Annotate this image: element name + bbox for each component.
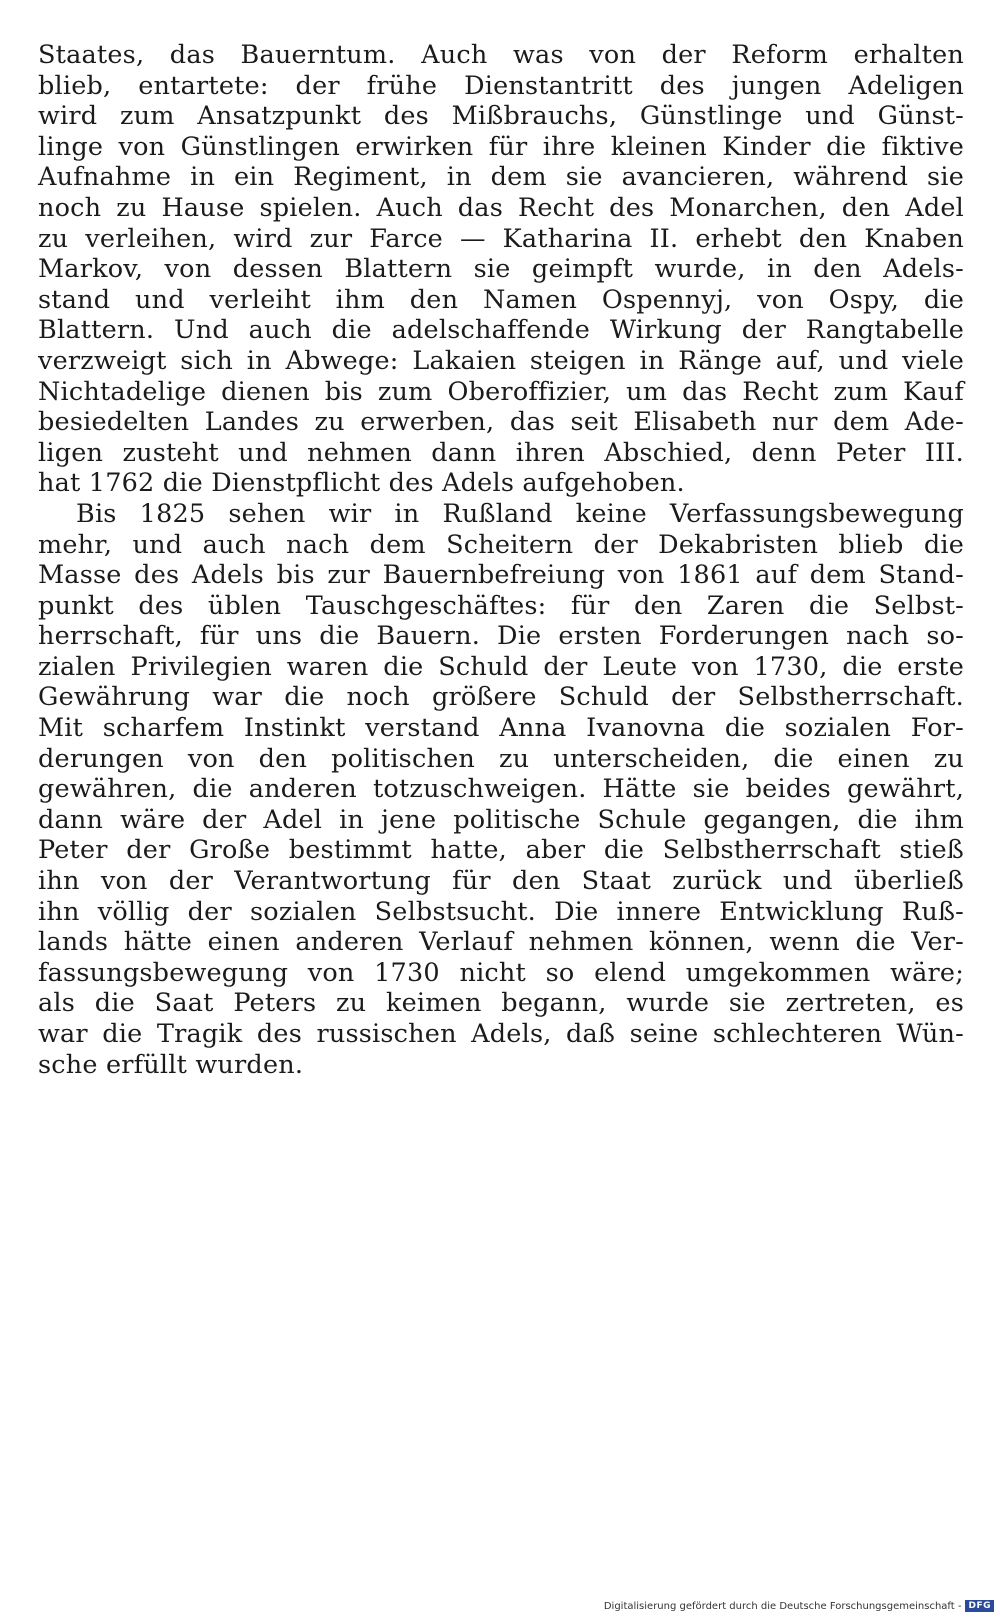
page-text bbox=[38, 40, 964, 1080]
credit-text: Digitalisierung gefördert durch die Deutsche Forschungsgemeinschaft - bbox=[603, 1600, 962, 1612]
text-line: wird zum Ansatzpunkt des Mißbrauchs, Günstlinge und Günst- bbox=[38, 101, 964, 132]
text-line: war die Tragik des russischen Adels, daß seine schlechteren Wün- bbox=[38, 1019, 964, 1049]
text-line: herrschaft, für uns die Bauern. Die ersten Forderungen nach so- bbox=[38, 621, 964, 652]
text-line: Nichtadelige dienen bis zum Oberoffizier, um das Recht zum Kauf bbox=[38, 376, 964, 407]
text-line: Peter der Große bestimmt hatte, aber die Selbstherrschaft stieß bbox=[38, 835, 964, 866]
text-line: zialen Privilegien waren die Schuld der Leute von 1730, die erste bbox=[38, 651, 964, 682]
digitization-credit bbox=[604, 1598, 994, 1614]
text-line: Bis 1825 sehen wir in Rußland keine Verfassungsbewegung bbox=[76, 498, 964, 529]
text-line: mehr, und auch nach dem Scheitern der Dekabristen blieb die bbox=[38, 529, 964, 560]
dfg-logo: DFG bbox=[965, 1600, 994, 1612]
text-line: sche erfüllt wurden. bbox=[38, 1049, 304, 1080]
text-line: als die Saat Peters zu keimen begann, wurde sie zertreten, es bbox=[38, 988, 964, 1019]
text-line: Mit scharfem Instinkt verstand Anna Ivanovna die sozialen For- bbox=[38, 713, 964, 744]
text-line: derungen von den politischen zu unterscheiden, die einen zu bbox=[38, 743, 964, 774]
text-line: punkt des üblen Tauschgeschäftes: für den Zaren die Selbst- bbox=[38, 590, 964, 621]
text-line: fassungsbewegung von 1730 nicht so elend umgekommen wäre; bbox=[38, 957, 964, 988]
text-line: verzweigt sich in Abwege: Lakaien steigen in Ränge auf, und viele bbox=[38, 345, 964, 376]
text-line: ihn völlig der sozialen Selbstsucht. Die innere Entwicklung Ruß- bbox=[38, 896, 964, 927]
text-line: Masse des Adels bis zur Bauernbefreiung von 1861 auf dem Stand- bbox=[38, 560, 964, 591]
text-line: linge von Günstlingen erwirken für ihre kleinen Kinder die fiktive bbox=[38, 131, 964, 162]
text-line: ihn von der Verantwortung für den Staat zurück und überließ bbox=[38, 866, 964, 897]
text-line: Staates, das Bauerntum. Auch was von der Reform erhalten bbox=[38, 40, 964, 70]
text-line: Markov, von dessen Blattern sie geimpft wurde, in den Adels- bbox=[38, 254, 964, 285]
text-line: ligen zusteht und nehmen dann ihren Abschied, denn Peter III. bbox=[38, 437, 964, 468]
text-line: Aufnahme in ein Regiment, in dem sie avancieren, während sie bbox=[38, 162, 964, 193]
text-line: stand und verleiht ihm den Namen Ospennyj, von Ospy, die bbox=[38, 284, 964, 315]
text-line: zu verleihen, wird zur Farce — Katharina II. erhebt den Knaben bbox=[38, 223, 964, 254]
text-line: Blattern. Und auch die adelschaffende Wirkung der Rangtabelle bbox=[38, 315, 964, 346]
text-line: hat 1762 die Dienstpflicht des Adels aufgehoben. bbox=[38, 468, 685, 499]
text-line: blieb, entartete: der frühe Dienstantritt des jungen Adeligen bbox=[38, 70, 964, 101]
text-line: lands hätte einen anderen Verlauf nehmen können, wenn die Ver- bbox=[38, 927, 964, 958]
paragraph-1 bbox=[38, 40, 964, 499]
text-line: Gewährung war die noch größere Schuld der Selbstherrschaft. bbox=[38, 682, 964, 713]
text-line: besiedelten Landes zu erwerben, das seit Elisabeth nur dem Ade- bbox=[38, 407, 964, 438]
text-line: gewähren, die anderen totzuschweigen. Hätte sie beides gewährt, bbox=[38, 774, 964, 805]
paragraph-2 bbox=[38, 499, 964, 1080]
text-line: noch zu Hause spielen. Auch das Recht des Monarchen, den Adel bbox=[38, 192, 964, 223]
text-line: dann wäre der Adel in jene politische Schule gegangen, die ihm bbox=[38, 804, 964, 835]
